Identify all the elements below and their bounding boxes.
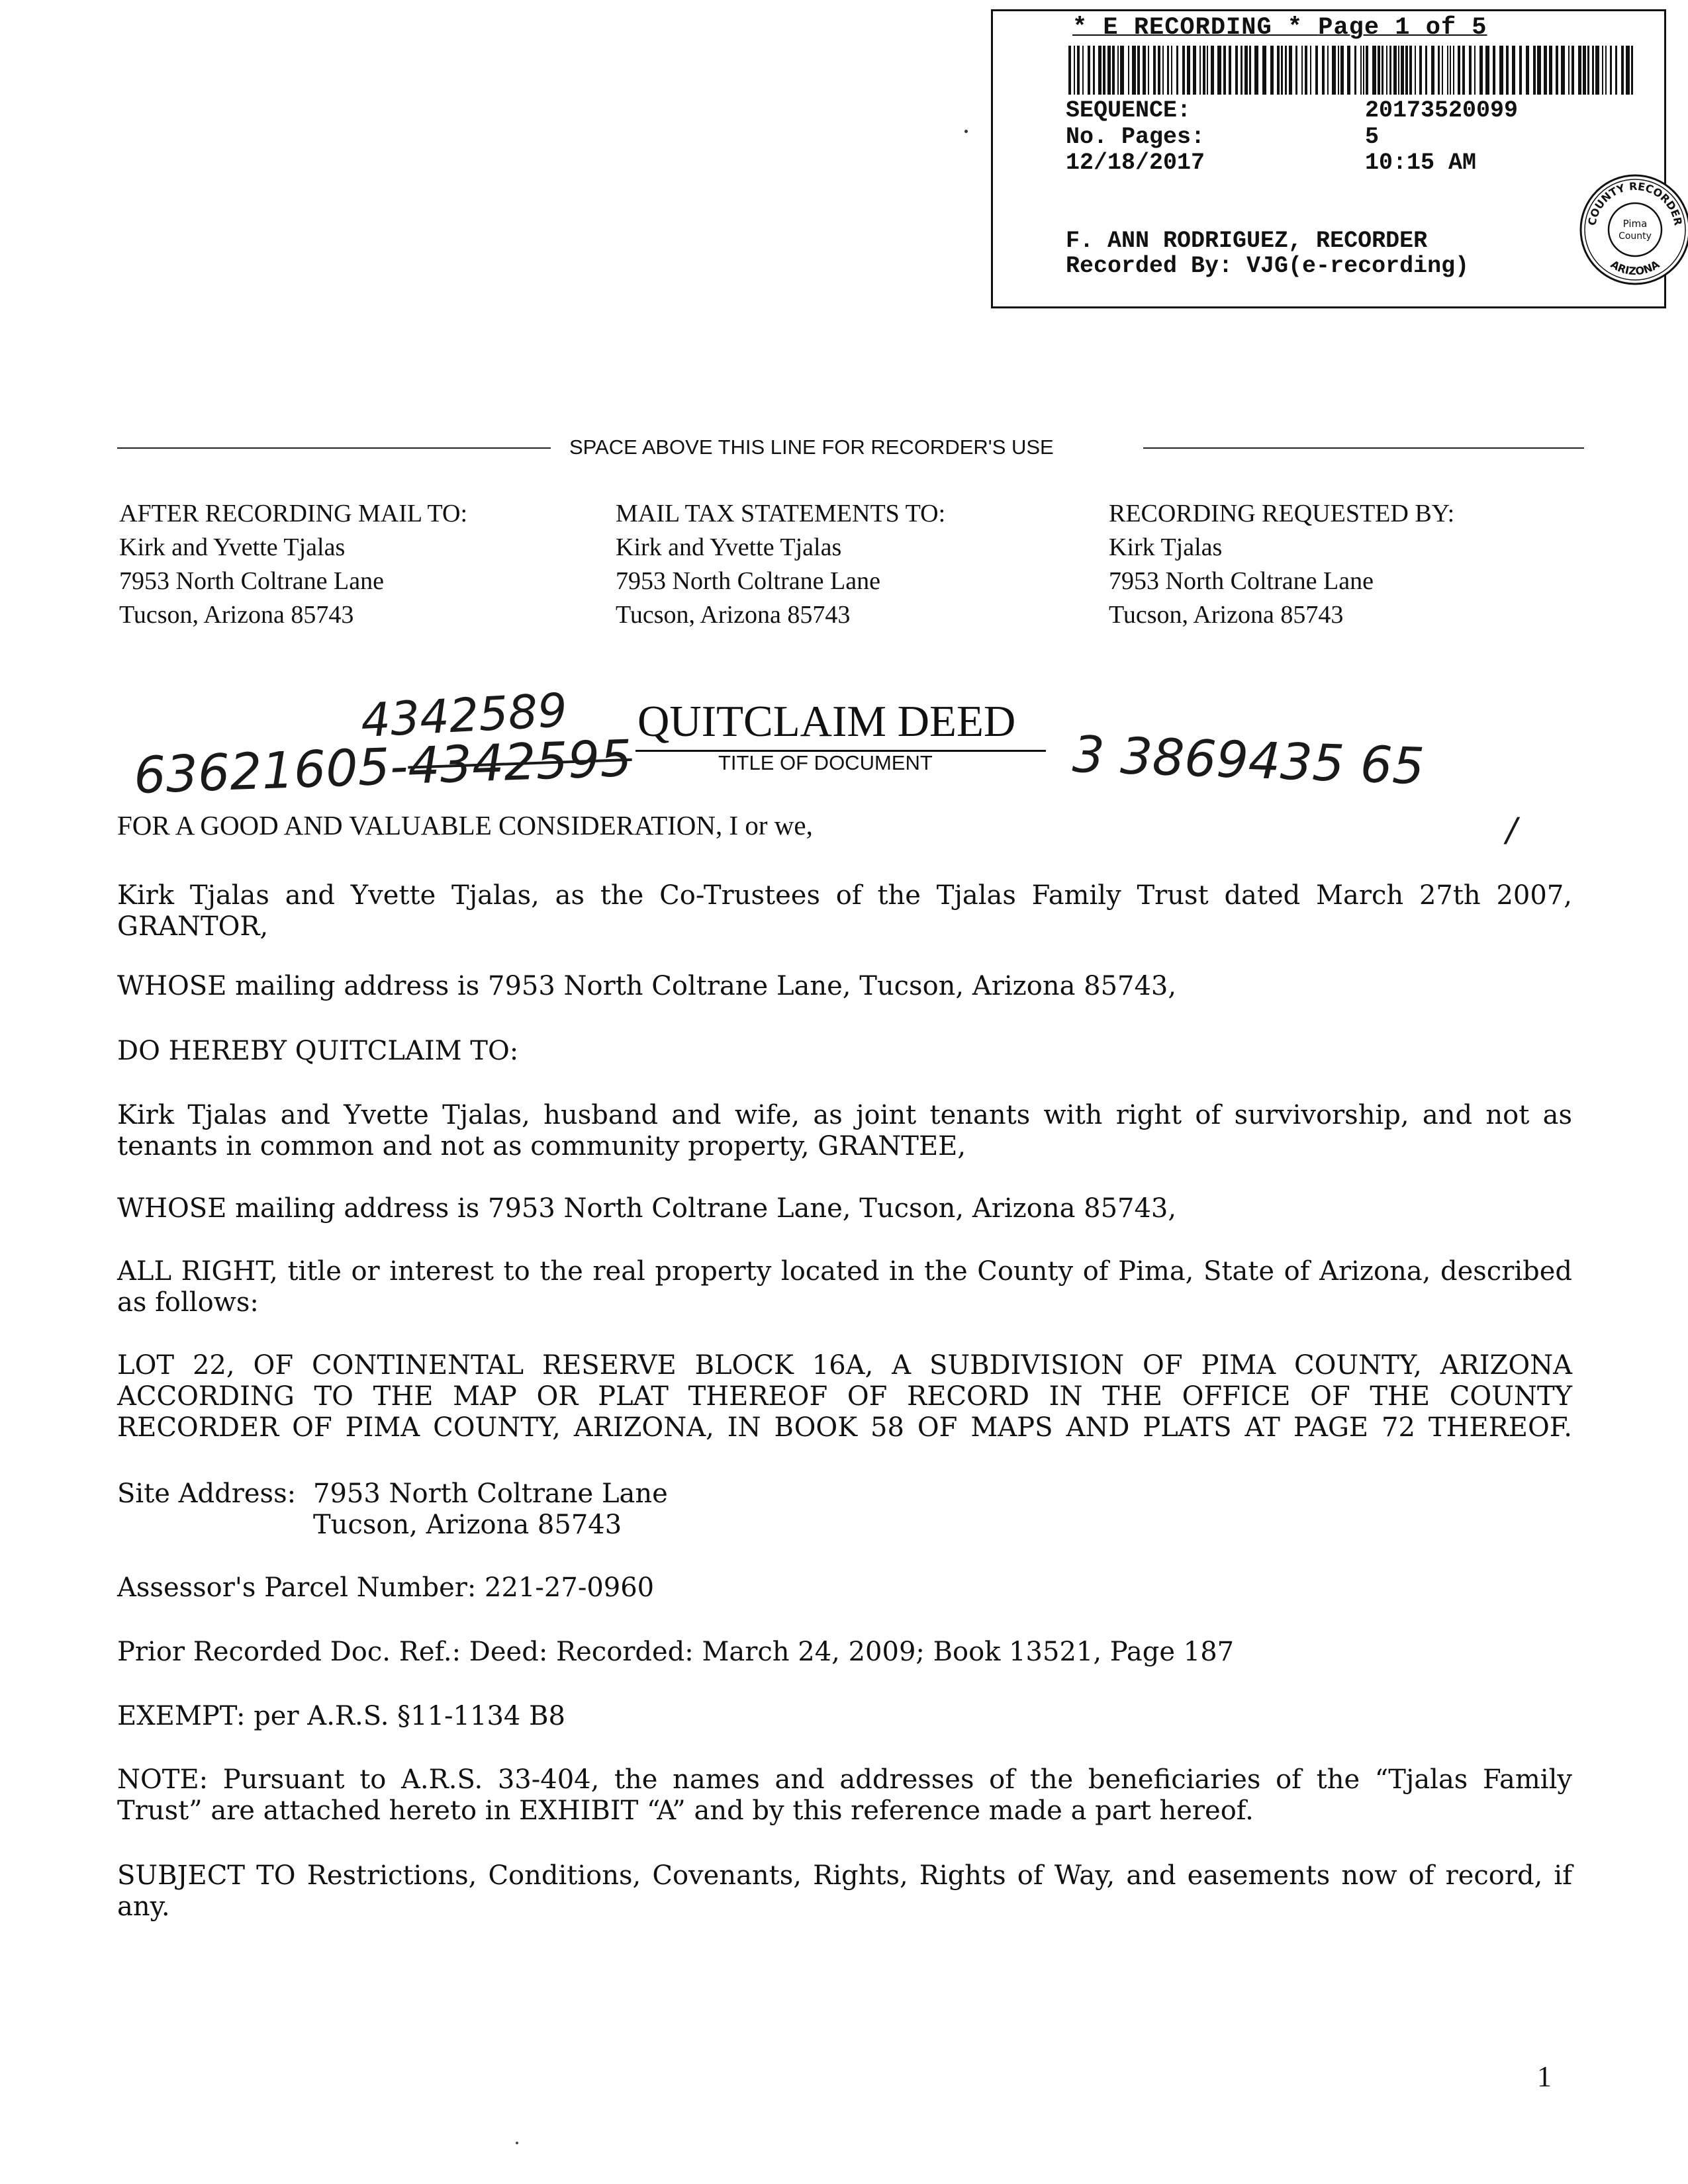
- legal-line: LOT 22, OF CONTINENTAL RESERVE BLOCK 16A, A SUBDIVISION OF PIMA COUNTY, ARIZONA: [117, 1350, 1572, 1381]
- seal-center-line2: County: [1618, 231, 1652, 242]
- county-seal-icon: [1575, 170, 1688, 289]
- address-street: 7953 North Coltrane Lane: [1109, 567, 1374, 595]
- handwritten-left-prefix: 63621605-: [132, 736, 409, 805]
- subject-line: SUBJECT TO Restrictions, Conditions, Covenants, Rights, Rights of Way, and easements now of record, if: [117, 1860, 1572, 1891]
- address-city: Tucson, Arizona 85743: [1109, 601, 1344, 629]
- seal-bottom-text: ARIZONA: [1608, 257, 1662, 278]
- site-city: Tucson, Arizona 85743: [313, 1510, 622, 1540]
- stamp-header-prefix: * E RECORDING *: [1072, 14, 1319, 42]
- recorder-use-caption: SPACE ABOVE THIS LINE FOR RECORDER'S USE: [569, 435, 1054, 459]
- seal-center-line1: Pima: [1622, 218, 1648, 230]
- legal-line: RECORDER OF PIMA COUNTY, ARIZONA, IN BOOK 58 OF MAPS AND PLATS AT PAGE 72 THEREOF.: [117, 1412, 1572, 1443]
- seal-top-text: COUNTY RECORDER: [1585, 179, 1685, 227]
- address-name: Kirk Tjalas: [1109, 533, 1223, 561]
- after-recording-block: [119, 497, 467, 632]
- grantor-line: Kirk Tjalas and Yvette Tjalas, as the Co-Trustees of the Tjalas Family Trust dated March 27th 2007,: [117, 880, 1572, 911]
- quitclaim-heading: DO HEREBY QUITCLAIM TO:: [117, 1036, 519, 1066]
- note-line: NOTE: Pursuant to A.R.S. 33-404, the names and addresses of the beneficiaries of the “Tjalas Family: [117, 1764, 1572, 1795]
- document-title: QUITCLAIM DEED: [637, 697, 1016, 746]
- grantor-line: GRANTOR,: [117, 911, 269, 942]
- recorder-line-left: [117, 447, 551, 449]
- stamp-page-indicator: Page 1 of 5: [1318, 14, 1487, 42]
- exemption-text: EXEMPT: per A.R.S. §11-1134 B8: [117, 1701, 565, 1731]
- property-line: ALL RIGHT, title or interest to the real property located in the County of Pima, State of Arizona, described: [117, 1256, 1572, 1287]
- recorder-line-right: [1143, 447, 1584, 449]
- grantee-address: WHOSE mailing address is 7953 North Coltrane Lane, Tucson, Arizona 85743,: [117, 1193, 1177, 1224]
- note-paragraph: [117, 1764, 1572, 1827]
- grantor-paragraph: [117, 880, 1572, 942]
- stamp-date: 12/18/2017: [1066, 150, 1205, 176]
- stamp-time: 10:15 AM: [1365, 150, 1477, 176]
- stamp-pages-label: No. Pages:: [1066, 124, 1205, 150]
- recorder-stamp: [991, 9, 1685, 308]
- address-street: 7953 North Coltrane Lane: [119, 567, 384, 595]
- stamp-header: [1072, 14, 1487, 42]
- address-street: 7953 North Coltrane Lane: [616, 567, 880, 595]
- grantee-paragraph: [117, 1100, 1572, 1162]
- stamp-recorder: F. ANN RODRIGUEZ, RECORDER: [1066, 228, 1428, 254]
- site-street: 7953 North Coltrane Lane: [313, 1479, 668, 1509]
- document-title-caption: TITLE OF DOCUMENT: [718, 751, 933, 774]
- page-number: 1: [1537, 2060, 1552, 2093]
- address-heading: RECORDING REQUESTED BY:: [1109, 500, 1455, 527]
- recording-requested-block: [1109, 497, 1454, 632]
- handwritten-top-number: 4342589: [359, 682, 569, 749]
- grantor-address: WHOSE mailing address is 7953 North Coltrane Lane, Tucson, Arizona 85743,: [117, 971, 1177, 1001]
- property-paragraph: [117, 1256, 1572, 1318]
- stamp-pages-value: 5: [1365, 124, 1380, 150]
- parcel-number: Assessor's Parcel Number: 221-27-0960: [117, 1572, 655, 1603]
- tax-statements-block: [616, 497, 945, 632]
- subject-to-paragraph: [117, 1860, 1572, 1923]
- grantee-line: Kirk Tjalas and Yvette Tjalas, husband and wife, as joint tenants with right of survivorship, and not as: [117, 1100, 1572, 1130]
- site-address-label: Site Address:: [117, 1479, 297, 1509]
- site-address: [313, 1479, 668, 1541]
- property-line: as follows:: [117, 1287, 259, 1318]
- consideration-text: FOR A GOOD AND VALUABLE CONSIDERATION, I or we,: [117, 810, 813, 841]
- legal-line: ACCORDING TO THE MAP OR PLAT THEREOF OF RECORD IN THE OFFICE OF THE COUNTY: [117, 1381, 1572, 1412]
- address-name: Kirk and Yvette Tjalas: [119, 533, 346, 561]
- speck: [516, 2142, 518, 2144]
- note-line: Trust” are attached hereto in EXHIBIT “A” and by this reference made a part hereof.: [117, 1796, 1254, 1826]
- handwritten-right-number: 3 3869435 65: [1071, 724, 1426, 796]
- barcode-icon: [1068, 46, 1635, 95]
- subject-line: any.: [117, 1891, 170, 1922]
- stamp-sequence-value: 20173520099: [1365, 97, 1519, 124]
- stamp-sequence-label: SEQUENCE:: [1066, 97, 1192, 124]
- speck: [964, 130, 968, 133]
- handwritten-left-number: [133, 729, 633, 805]
- address-heading: MAIL TAX STATEMENTS TO:: [616, 500, 946, 527]
- address-name: Kirk and Yvette Tjalas: [616, 533, 842, 561]
- grantee-line: tenants in common and not as community property, GRANTEE,: [117, 1131, 966, 1161]
- legal-description: [117, 1350, 1572, 1443]
- address-city: Tucson, Arizona 85743: [119, 601, 354, 629]
- handwritten-struck-number: 4342595: [406, 728, 633, 796]
- handwritten-mark: /: [1506, 811, 1517, 849]
- address-city: Tucson, Arizona 85743: [616, 601, 851, 629]
- stamp-recorded-by: Recorded By: VJG(e-recording): [1066, 253, 1470, 279]
- address-heading: AFTER RECORDING MAIL TO:: [119, 500, 468, 527]
- prior-recorded-reference: Prior Recorded Doc. Ref.: Deed: Recorded: March 24, 2009; Book 13521, Page 187: [117, 1637, 1235, 1667]
